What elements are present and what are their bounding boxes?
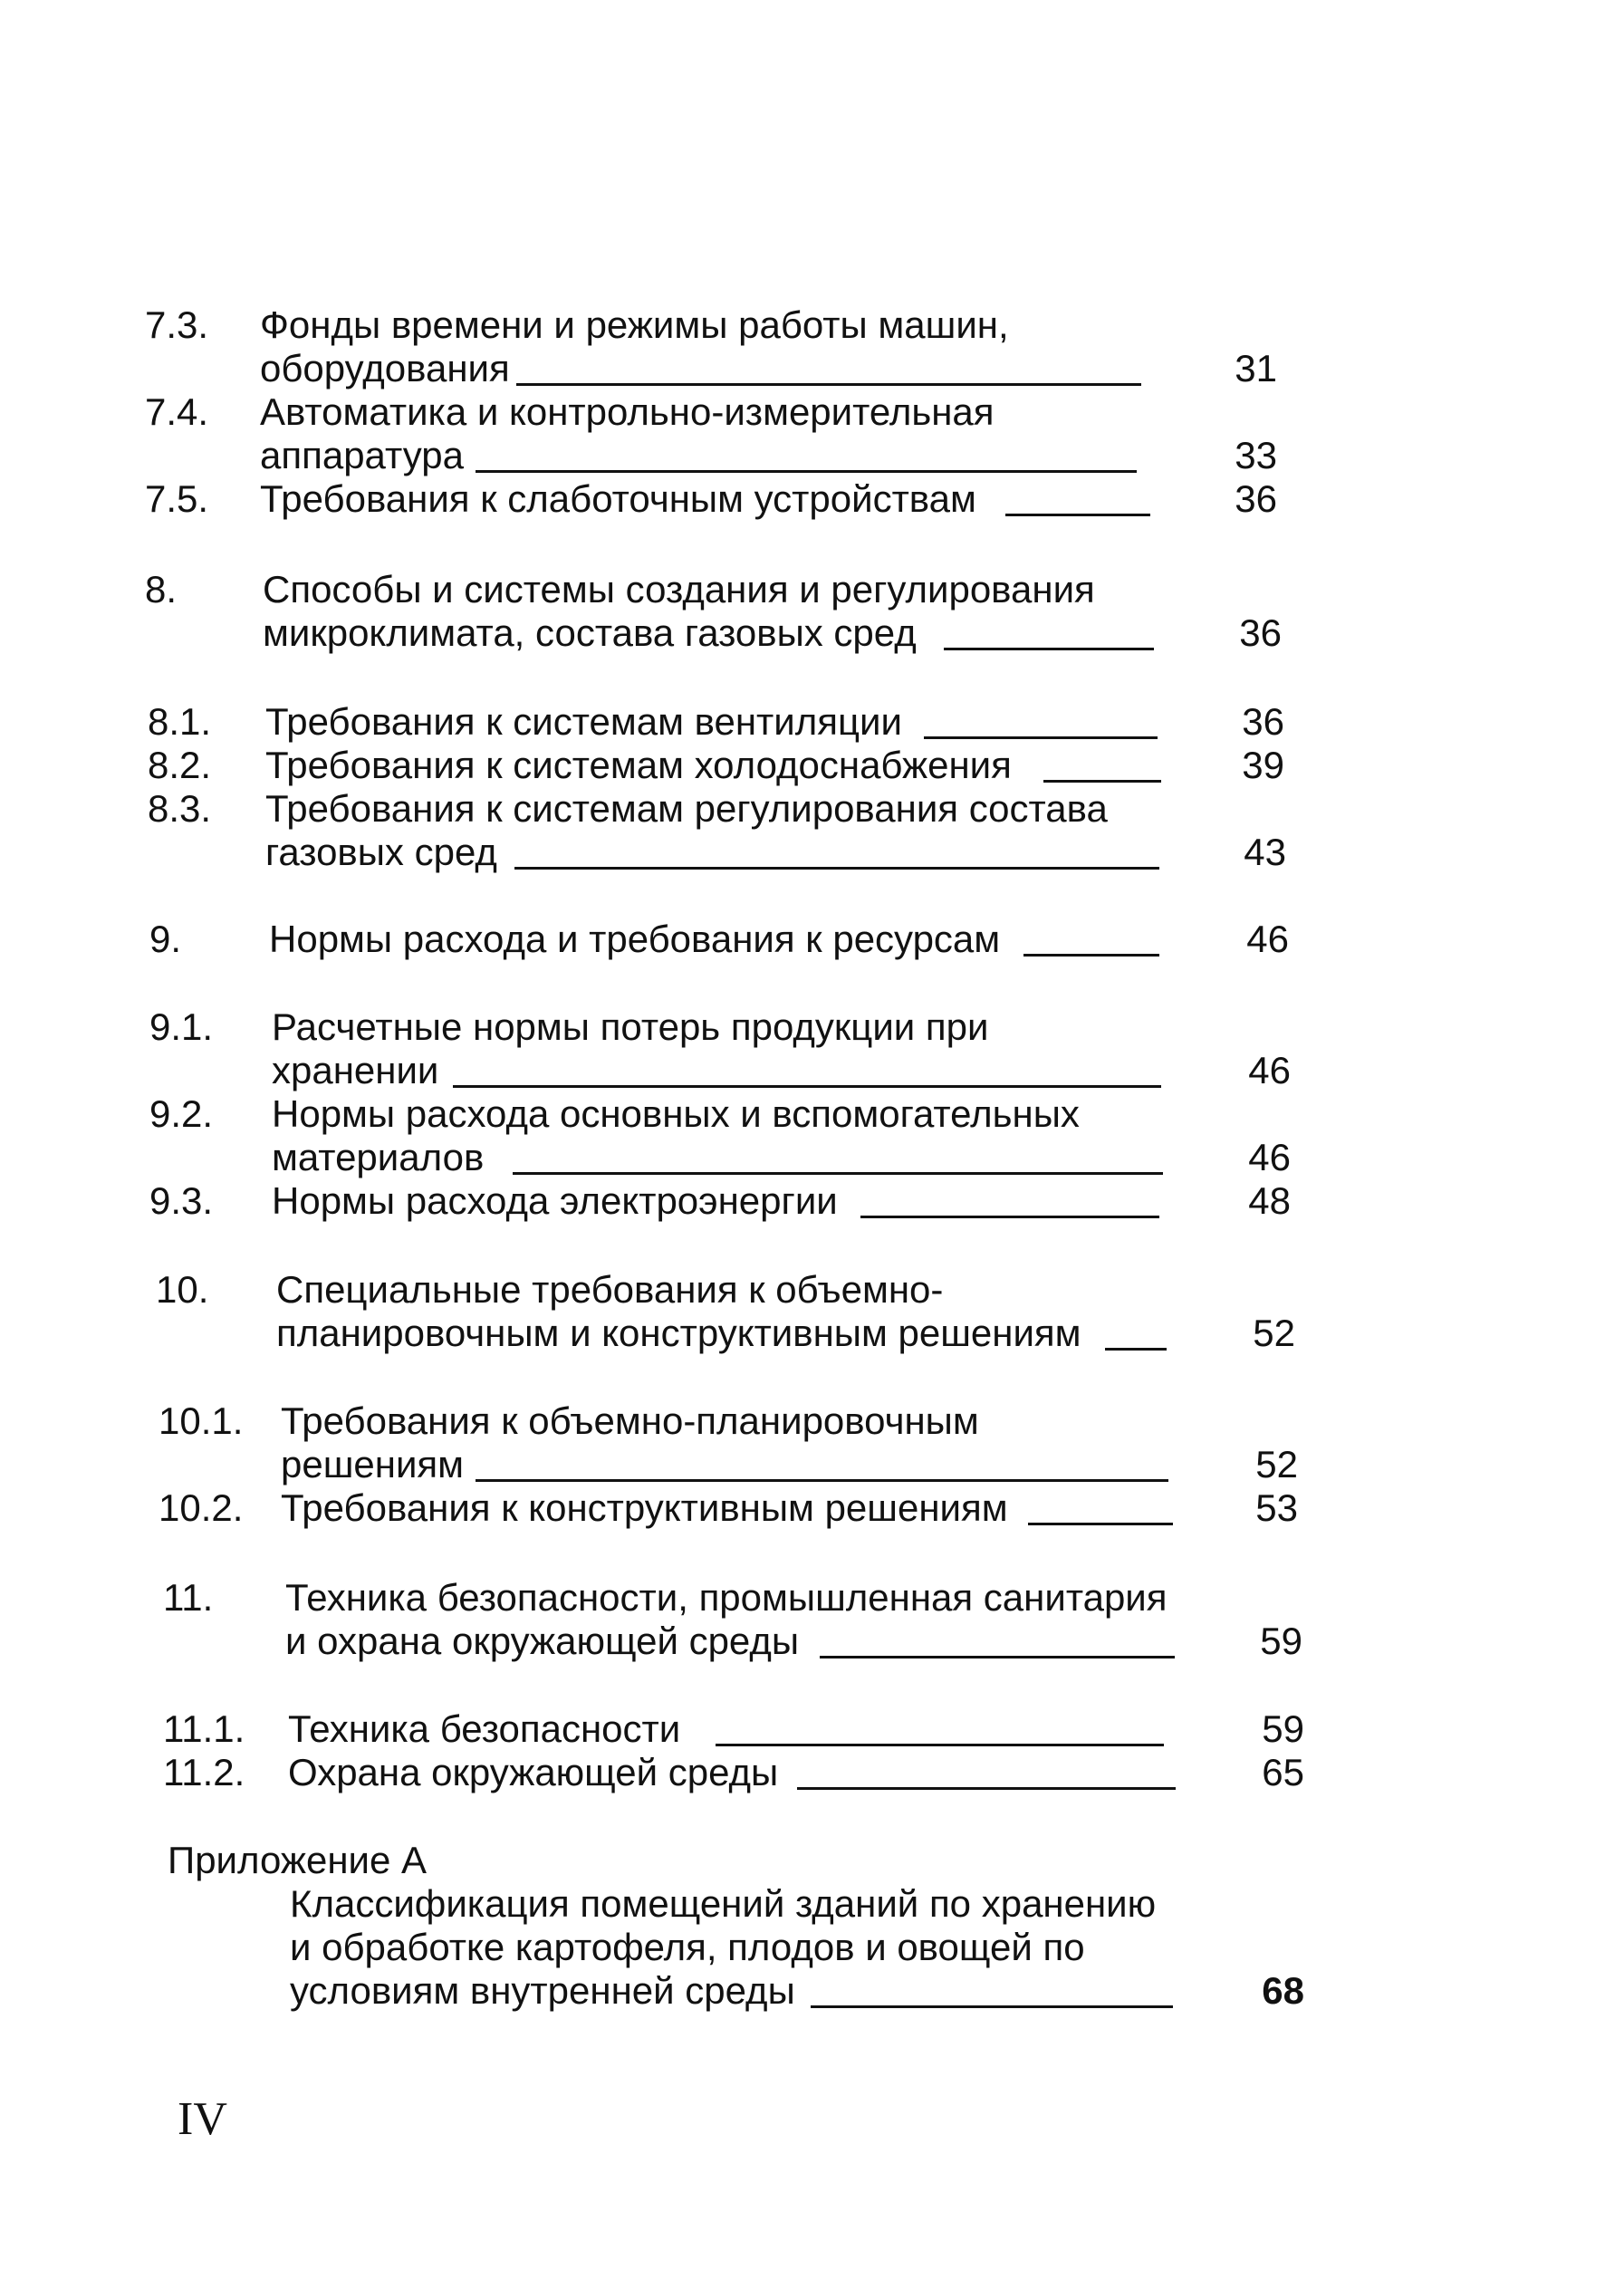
entry-number: 8.3. [148,787,212,830]
dot-leader [476,470,1137,473]
dot-leader [1028,1523,1173,1525]
entry-number: 9.2. [149,1092,214,1135]
entry-title: Фонды времени и режимы работы машин, [260,303,1009,346]
entry-number: 11.2. [163,1751,245,1793]
appendix-title: Классификация помещений зданий по хранению [290,1882,1157,1925]
entry-title: хранении [272,1049,439,1091]
entry-number: 9.3. [149,1179,214,1222]
dot-leader [716,1744,1164,1746]
dot-leader [476,1479,1168,1482]
appendix-page: 68 [1262,1969,1304,2012]
entry-page: 52 [1253,1312,1295,1354]
entry-page: 31 [1235,347,1277,389]
dot-leader [1043,780,1161,783]
entry-number: 10.1. [159,1399,244,1442]
entry-title: Техника безопасности [288,1707,681,1750]
entry-title: Требования к слаботочным устройствам [260,477,976,520]
entry-title: Нормы расхода электроэнергии [272,1179,838,1222]
dot-leader [860,1216,1159,1218]
dot-leader [514,867,1159,870]
entry-page: 33 [1235,434,1277,476]
dot-leader [1005,514,1150,516]
entry-title: планировочным и конструктивным решениям [276,1312,1081,1354]
entry-title: Нормы расхода и требования к ресурсам [269,918,1001,960]
entry-title: оборудования [260,347,510,389]
entry-title: Техника безопасности, промышленная санитария [285,1576,1168,1619]
dot-leader [453,1085,1161,1088]
entry-number: 7.5. [145,477,209,520]
entry-number: 9. [149,918,182,960]
appendix-title: условиям внутренней среды [290,1969,795,2012]
entry-page: 39 [1242,744,1284,786]
entry-title: Специальные требования к объемно- [276,1268,944,1311]
entry-page: 36 [1242,700,1284,743]
entry-title: Требования к системам холодоснабжения [265,744,1012,786]
dot-leader [1105,1348,1167,1351]
entry-title: Способы и системы создания и регулирования [263,568,1095,611]
entry-number: 8. [145,568,178,611]
dot-leader [1023,954,1159,957]
entry-title: Требования к системам вентиляции [265,700,902,743]
entry-page: 53 [1255,1486,1298,1529]
entry-number: 8.1. [148,700,212,743]
page-folio: IV [178,2093,227,2145]
entry-title: Требования к объемно-планировочным [281,1399,979,1442]
entry-title: микроклимата, состава газовых сред [263,611,917,654]
dot-leader [924,736,1158,739]
entry-title: материалов [272,1136,485,1178]
appendix-title: и обработке картофеля, плодов и овощей по [290,1926,1085,1968]
entry-title: Охрана окружающей среды [288,1751,779,1793]
entry-page: 46 [1248,1136,1291,1178]
entry-number: 7.4. [145,390,209,433]
dot-leader [797,1787,1176,1790]
entry-title: Нормы расхода основных и вспомогательных [272,1092,1080,1135]
entry-page: 48 [1248,1179,1291,1222]
entry-number: 7.3. [145,303,209,346]
dot-leader [811,2005,1173,2008]
entry-title: и охрана окружающей среды [285,1620,800,1662]
entry-page: 36 [1239,611,1282,654]
entry-number: 9.1. [149,1005,214,1048]
entry-number: 11. [163,1576,214,1619]
entry-title: газовых сред [265,831,497,873]
entry-page: 43 [1244,831,1286,873]
entry-number: 11.1. [163,1707,245,1750]
entry-title: Автоматика и контрольно-измерительная [260,390,995,433]
dot-leader [516,383,1141,386]
entry-title: решениям [281,1443,465,1485]
dot-leader [820,1656,1175,1658]
entry-page: 46 [1246,918,1289,960]
entry-number: 10.2. [159,1486,244,1529]
entry-page: 46 [1248,1049,1291,1091]
appendix-heading: Приложение А [168,1839,428,1881]
entry-page: 36 [1235,477,1277,520]
dot-leader [944,648,1154,650]
entry-title: Требования к конструктивным решениям [281,1486,1008,1529]
entry-title: аппаратура [260,434,464,476]
entry-number: 10. [156,1268,209,1311]
entry-number: 8.2. [148,744,212,786]
entry-title: Расчетные нормы потерь продукции при [272,1005,989,1048]
entry-page: 59 [1260,1620,1302,1662]
entry-page: 59 [1262,1707,1304,1750]
dot-leader [513,1172,1163,1175]
entry-page: 52 [1255,1443,1298,1485]
entry-page: 65 [1262,1751,1304,1793]
entry-title: Требования к системам регулирования состава [265,787,1108,830]
